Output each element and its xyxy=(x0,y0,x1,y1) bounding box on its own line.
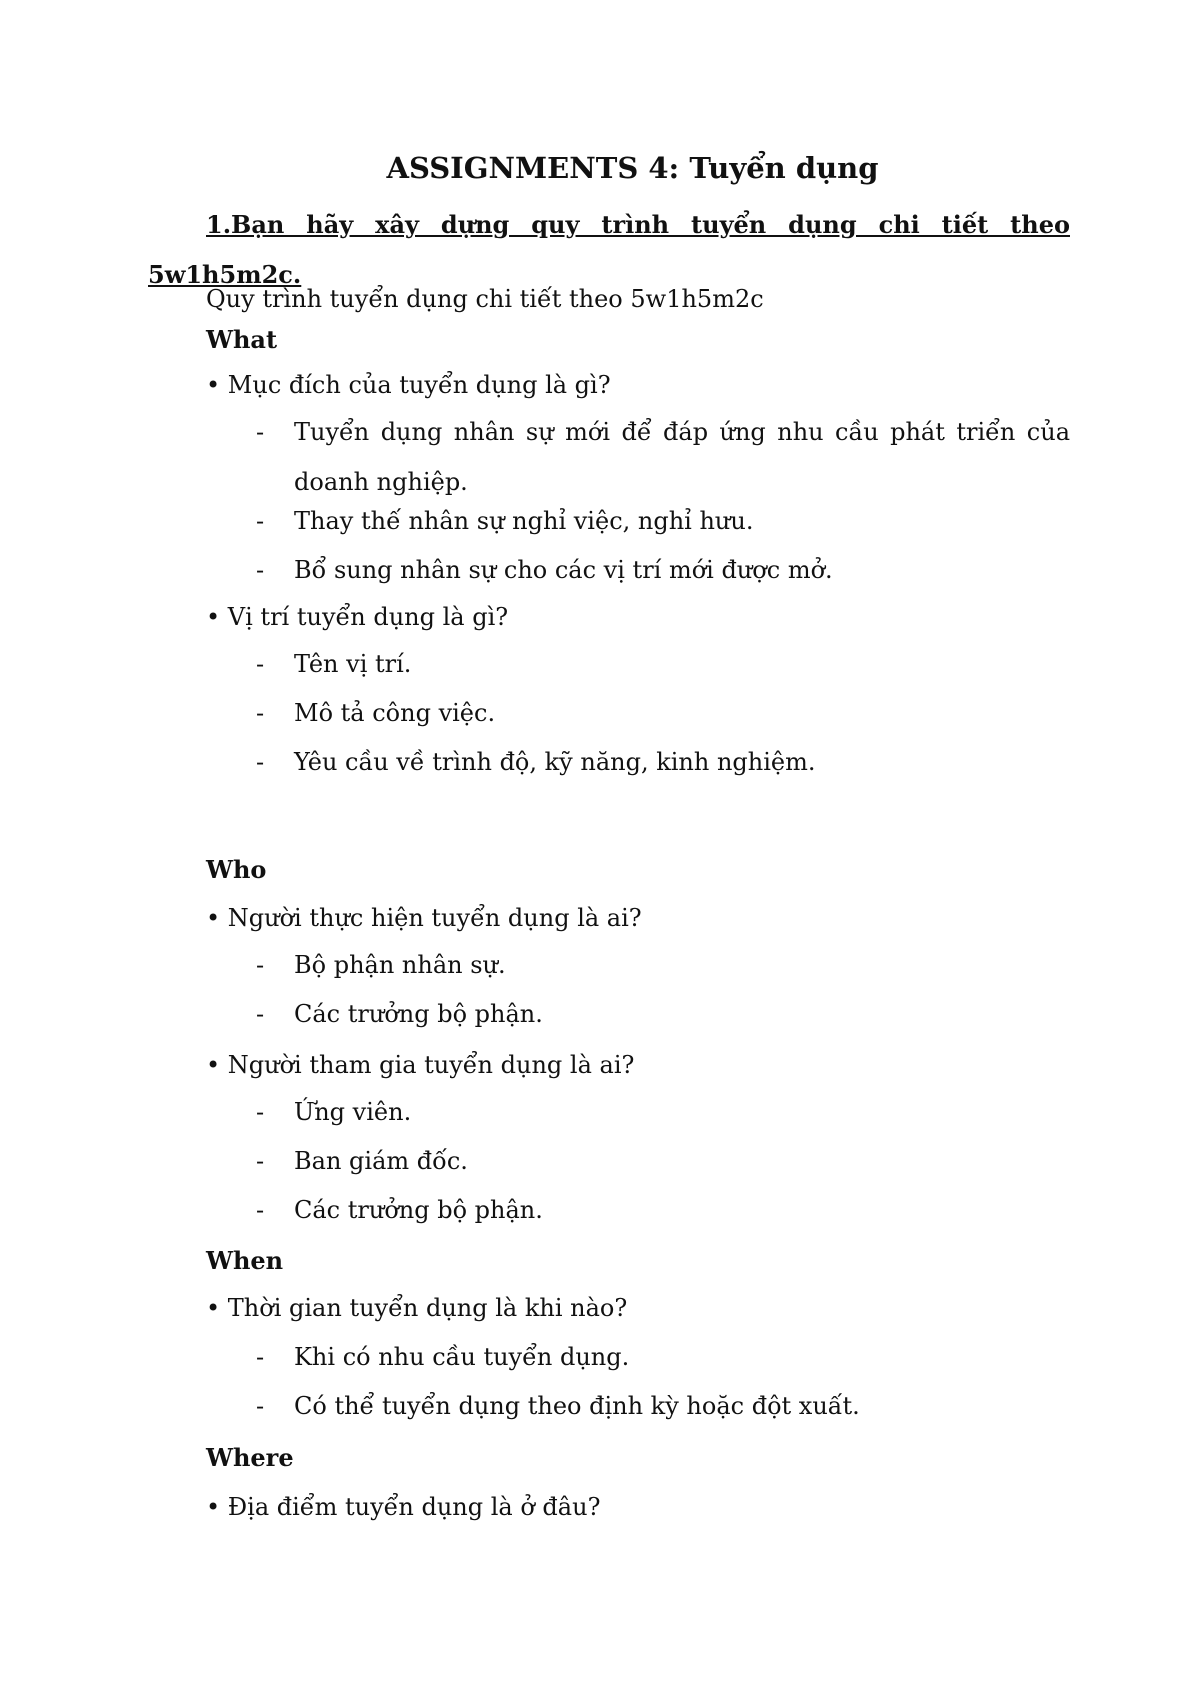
bullet-question: • Mục đích của tuyển dụng là gì? xyxy=(206,371,611,399)
dash-marker: - xyxy=(256,748,265,776)
list-item: Tuyển dụng nhân sự mới để đáp ứng nhu cầu phát triển của doanh nghiệp. xyxy=(294,418,1070,496)
bullet-question: • Vị trí tuyển dụng là gì? xyxy=(206,603,509,631)
dash-marker: - xyxy=(256,1196,265,1224)
list-item: Bộ phận nhân sự. xyxy=(294,951,506,979)
section-heading-what: What xyxy=(206,325,278,354)
list-item: Ban giám đốc. xyxy=(294,1147,468,1175)
section-heading-where: Where xyxy=(206,1443,294,1472)
dash-marker: - xyxy=(256,556,265,584)
dash-marker: - xyxy=(256,650,265,678)
dash-marker: - xyxy=(256,418,265,446)
list-item: Các trưởng bộ phận. xyxy=(294,1196,543,1224)
dash-marker: - xyxy=(256,1343,265,1371)
bullet-question: • Người tham gia tuyển dụng là ai? xyxy=(206,1051,635,1079)
dash-marker: - xyxy=(256,1098,265,1126)
assignment-question: 1.Bạn hãy xây dựng quy trình tuyển dụng chi tiết theo 5w1h5m2c. xyxy=(148,210,1070,289)
bullet-question: • Địa điểm tuyển dụng là ở đâu? xyxy=(206,1493,601,1521)
bullet-question: • Thời gian tuyển dụng là khi nào? xyxy=(206,1294,628,1322)
dash-marker: - xyxy=(256,507,265,535)
list-item: Tên vị trí. xyxy=(294,650,412,678)
list-item: Yêu cầu về trình độ, kỹ năng, kinh nghiệm. xyxy=(294,748,816,776)
list-item: Khi có nhu cầu tuyển dụng. xyxy=(294,1343,630,1371)
list-item: Bổ sung nhân sự cho các vị trí mới được mở. xyxy=(294,556,833,584)
section-heading-who: Who xyxy=(206,855,267,884)
list-item: Mô tả công việc. xyxy=(294,699,496,727)
list-item: Các trưởng bộ phận. xyxy=(294,1000,543,1028)
document-title: ASSIGNMENTS 4: Tuyển dụng xyxy=(386,151,879,185)
list-item: Có thể tuyển dụng theo định kỳ hoặc đột xuất. xyxy=(294,1392,860,1420)
intro-text: Quy trình tuyển dụng chi tiết theo 5w1h5m2c xyxy=(206,285,764,313)
bullet-question: • Người thực hiện tuyển dụng là ai? xyxy=(206,904,642,932)
dash-marker: - xyxy=(256,1392,265,1420)
list-item: Ứng viên. xyxy=(294,1098,412,1126)
dash-marker: - xyxy=(256,951,265,979)
dash-marker: - xyxy=(256,699,265,727)
section-heading-when: When xyxy=(206,1246,284,1275)
dash-marker: - xyxy=(256,1000,265,1028)
dash-marker: - xyxy=(256,1147,265,1175)
list-item: Thay thế nhân sự nghỉ việc, nghỉ hưu. xyxy=(294,507,754,535)
